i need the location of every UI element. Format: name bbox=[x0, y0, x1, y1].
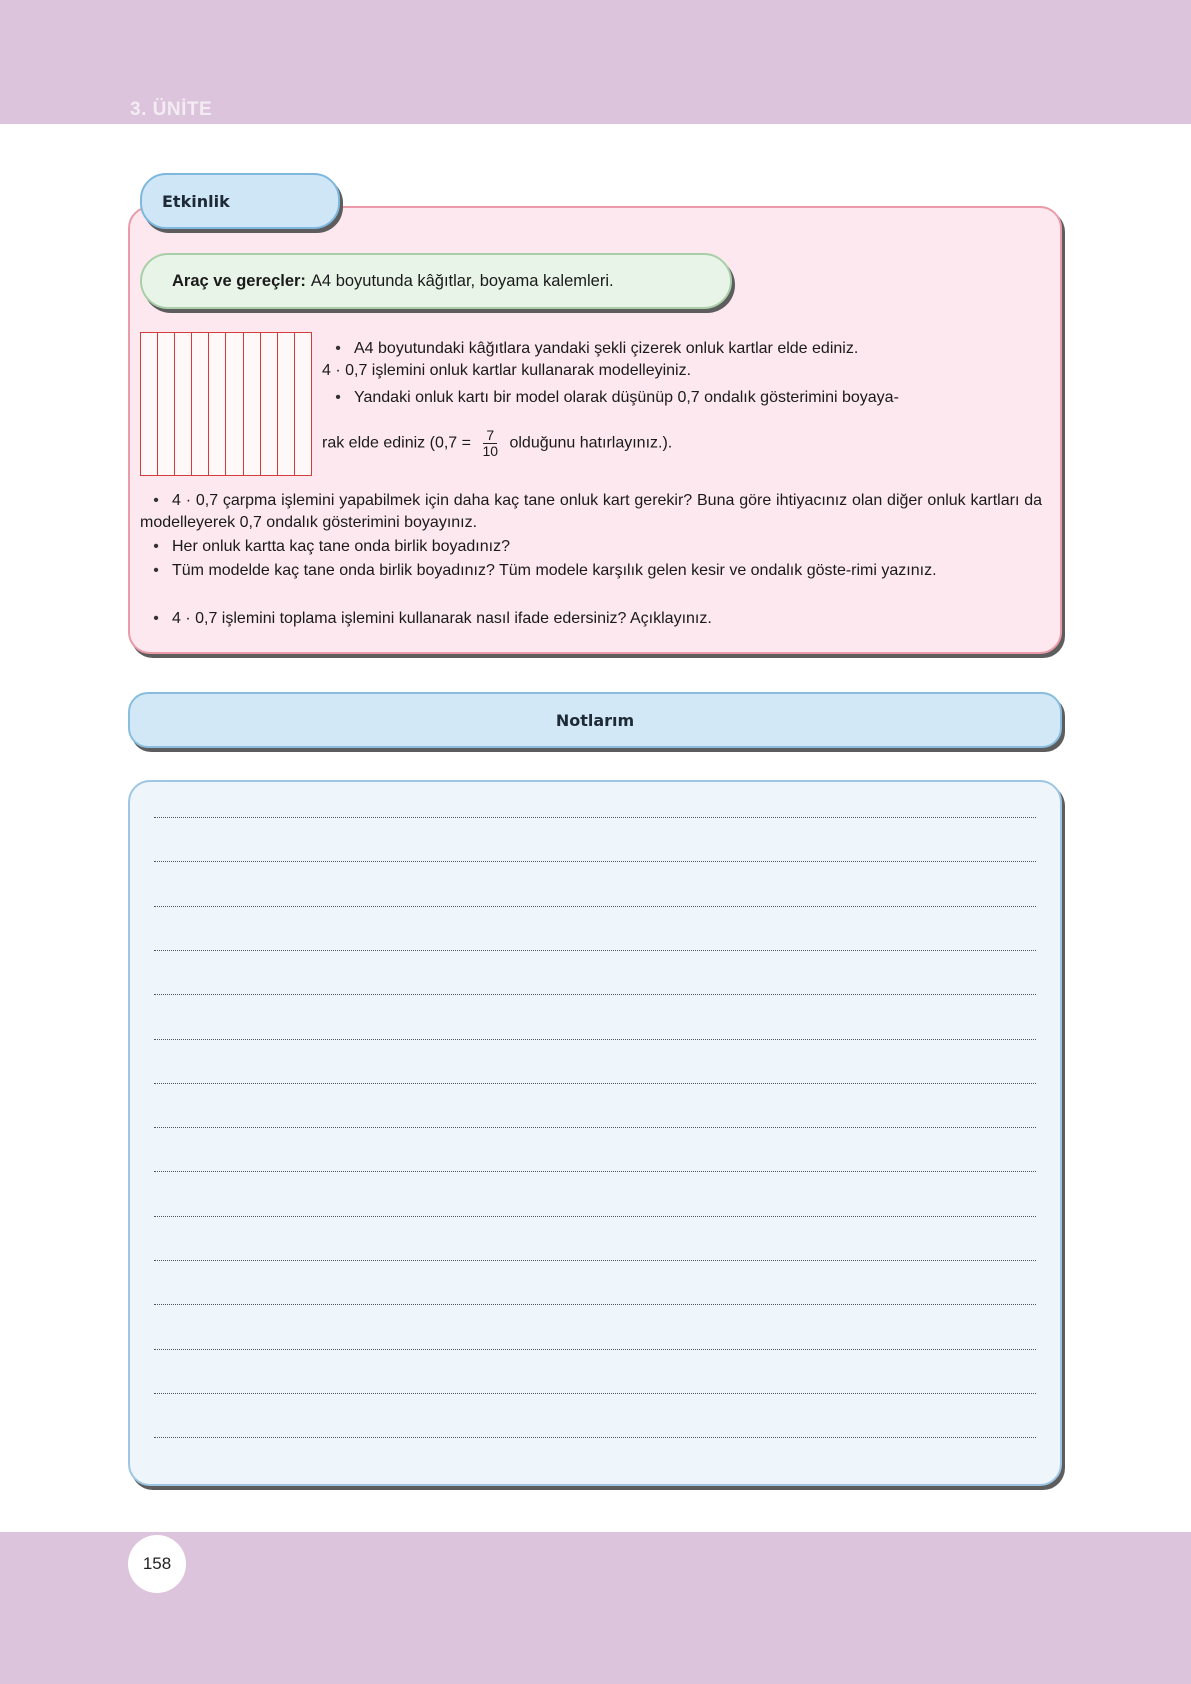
note-line[interactable] bbox=[154, 1039, 1036, 1040]
note-line[interactable] bbox=[154, 817, 1036, 818]
materials-box bbox=[140, 253, 732, 309]
card-strip bbox=[295, 333, 311, 475]
bullet-2b-post: olduğunu hatırlayınız.). bbox=[509, 434, 673, 452]
card-strip bbox=[141, 333, 158, 475]
materials-text: A4 boyutunda kâğıtlar, boyama kalemleri. bbox=[310, 271, 614, 290]
bullet-5-text: Tüm modelde kaç tane onda birlik boyadınız? Tüm modele karşılık gelen kesir ve ondalık göste-rimi yazınız. bbox=[172, 562, 937, 579]
note-line[interactable] bbox=[154, 861, 1036, 862]
note-line[interactable] bbox=[154, 994, 1036, 995]
card-strip bbox=[244, 333, 261, 475]
bullet-2a-text: Yandaki onluk kartı bir model olarak düşünüp 0,7 ondalık gösterimini boyaya- bbox=[354, 389, 899, 406]
notes-header bbox=[128, 692, 1062, 748]
note-line[interactable] bbox=[154, 950, 1036, 951]
bullet-3 bbox=[140, 490, 1042, 534]
bullet-1b-text: 4 · 0,7 işlemini onluk kartlar kullanarak modelleyiniz. bbox=[322, 362, 692, 379]
bullet-mark: • bbox=[153, 610, 159, 627]
note-line[interactable] bbox=[154, 1393, 1036, 1394]
activity-tab-label: Etkinlik bbox=[162, 191, 230, 211]
card-strip bbox=[175, 333, 192, 475]
fraction-denominator: 10 bbox=[482, 443, 499, 459]
bullet-mark: • bbox=[153, 562, 159, 579]
bullet-mark: • bbox=[153, 538, 159, 555]
bullet-mark: • bbox=[335, 389, 341, 406]
note-line[interactable] bbox=[154, 1171, 1036, 1172]
bullet-mark: • bbox=[335, 340, 341, 357]
bullet-3-text: 4 · 0,7 çarpma işlemini yapabilmek için daha kaç tane onluk kart gerekir? Buna göre ihtiyacınız olan diğer onluk kartları da modelleyerek 0,7 ondalık gösterimini boyayınız. bbox=[140, 492, 1042, 531]
note-line[interactable] bbox=[154, 1260, 1036, 1261]
fraction-numerator: 7 bbox=[483, 428, 497, 444]
card-strip bbox=[158, 333, 175, 475]
notes-title: Notlarım bbox=[555, 710, 635, 730]
bullet-2b-pre: rak elde ediniz (0,7 = bbox=[322, 434, 471, 452]
card-strip bbox=[261, 333, 278, 475]
card-strip bbox=[209, 333, 226, 475]
note-line[interactable] bbox=[154, 1216, 1036, 1217]
unit-label: 3. ÜNİTE bbox=[130, 99, 213, 120]
bullet-6 bbox=[140, 608, 1042, 630]
bullet-4-text: Her onluk kartta kaç tane onda birlik boyadınız? bbox=[172, 538, 510, 555]
bullet-2 bbox=[322, 387, 1042, 409]
tenth-card-model bbox=[140, 332, 312, 476]
fraction bbox=[479, 428, 501, 459]
bullet-2-cont bbox=[322, 428, 1042, 459]
page-number-text: 158 bbox=[142, 1554, 172, 1573]
note-line[interactable] bbox=[154, 1083, 1036, 1084]
bullet-6-text: 4 · 0,7 işlemini toplama işlemini kullanarak nasıl ifade edersiniz? Açıklayınız. bbox=[172, 610, 712, 627]
notes-writing-area[interactable] bbox=[128, 780, 1062, 1486]
bullet-1a-text: A4 boyutundaki kâğıtlara yandaki şekli çizerek onluk kartlar elde ediniz. bbox=[354, 340, 859, 357]
activity-tab bbox=[140, 173, 340, 229]
card-strip bbox=[278, 333, 295, 475]
note-line[interactable] bbox=[154, 906, 1036, 907]
card-strip bbox=[192, 333, 209, 475]
note-line[interactable] bbox=[154, 1437, 1036, 1438]
bullet-5 bbox=[140, 560, 1042, 582]
note-line[interactable] bbox=[154, 1349, 1036, 1350]
bullet-4 bbox=[140, 536, 1042, 558]
page-number bbox=[128, 1535, 186, 1593]
card-strip bbox=[226, 333, 243, 475]
bullet-mark: • bbox=[153, 492, 159, 509]
note-line[interactable] bbox=[154, 1304, 1036, 1305]
bullet-1 bbox=[322, 338, 1042, 382]
materials-label: Araç ve gereçler: bbox=[172, 271, 306, 290]
note-line[interactable] bbox=[154, 1127, 1036, 1128]
